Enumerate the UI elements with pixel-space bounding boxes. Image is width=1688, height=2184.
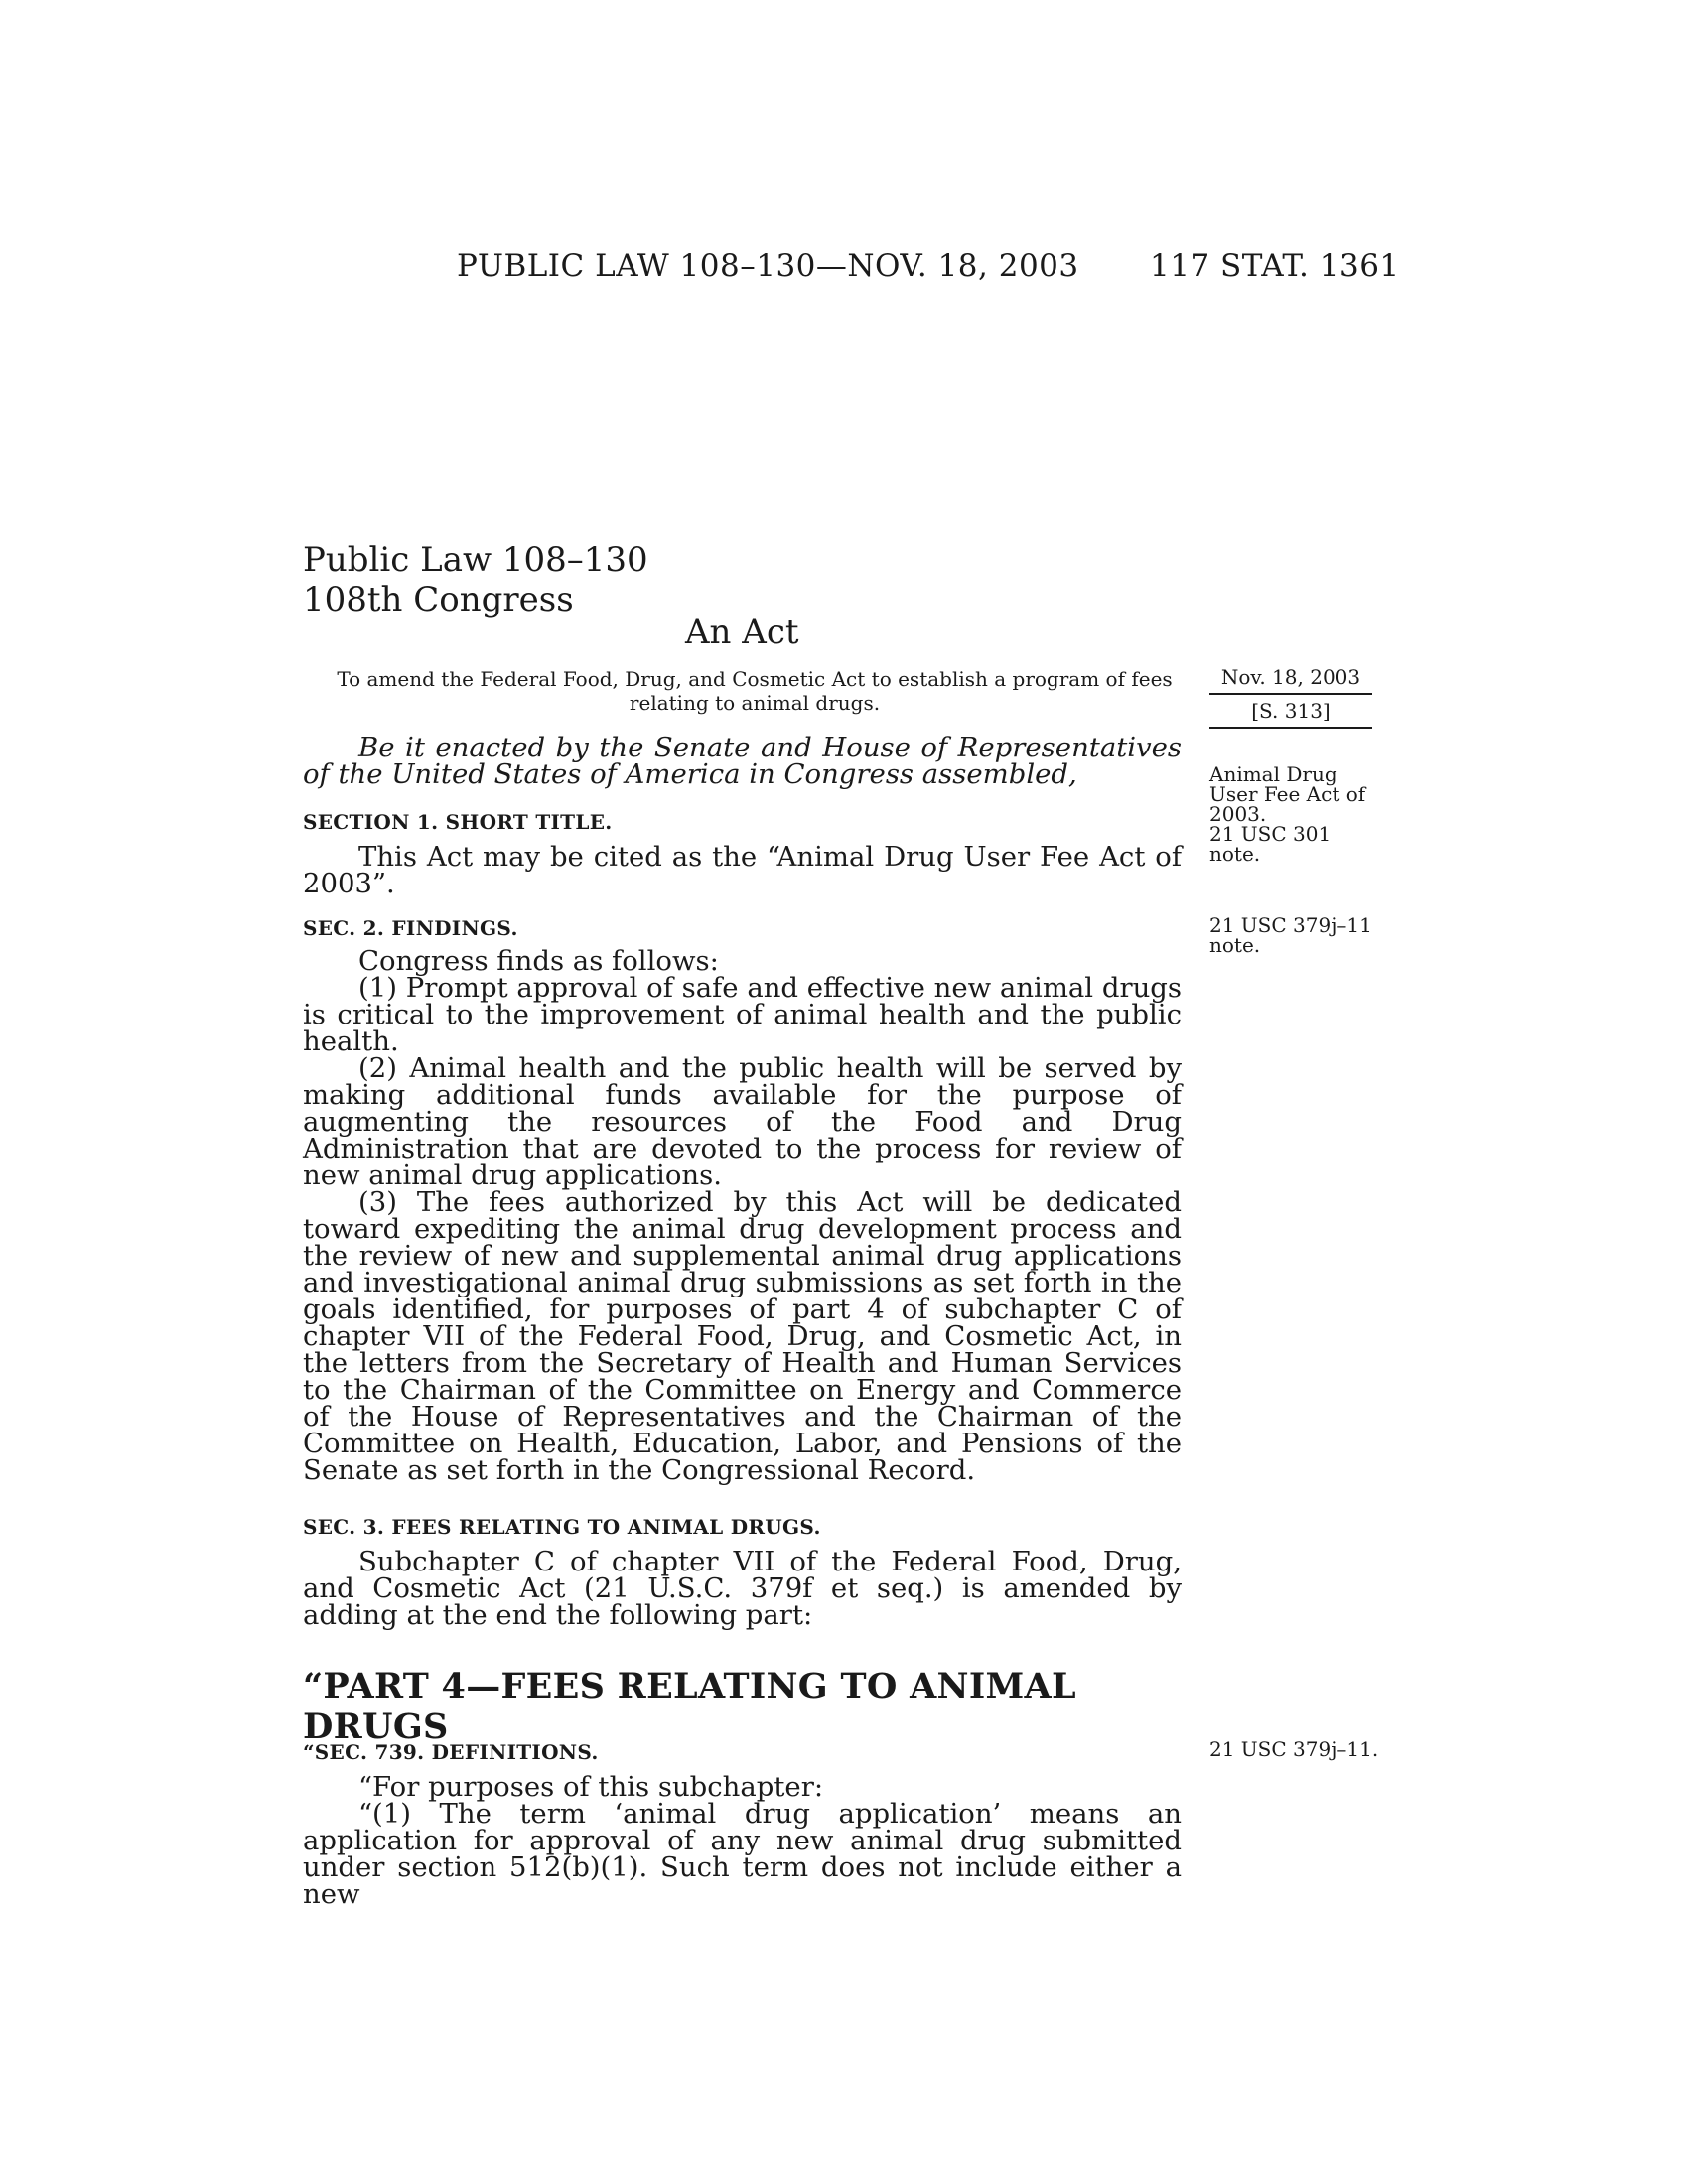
finding-2: (2) Animal health and the public health will be served by making additional funds available for the purpose of augmenting the resources of the Food and Drug Administration that are devoted to the process for review of new animal drug applications.	[303, 1052, 1182, 1191]
margin-note-short-title	[1209, 764, 1383, 864]
date-box	[1209, 665, 1372, 729]
finding-1: (1) Prompt approval of safe and effective new animal drugs is critical to the improvement of animal health and the public health.	[303, 972, 1183, 1057]
definition-1: “(1) The term ‘animal drug application’ means an application for approval of any new animal drug submitted under section 512(b)(1). Such term does not include either a new	[303, 1798, 1182, 1910]
running-header-left: PUBLIC LAW 108–130—NOV. 18, 2003	[457, 248, 1079, 284]
section1-heading: SECTION 1. SHORT TITLE.	[303, 810, 613, 834]
margin-note-line: 21 USC 379j–11	[1209, 913, 1372, 937]
margin-note-findings	[1209, 915, 1383, 955]
margin-note-definitions: 21 USC 379j–11.	[1209, 1737, 1379, 1761]
enacting-clause: Be it enacted by the Senate and House of Representatives of the United States of America in Congress assembled,	[303, 732, 1182, 790]
public-law-number: Public Law 108–130	[303, 540, 648, 580]
margin-note-line: Animal Drug	[1209, 762, 1337, 786]
title-block	[303, 540, 648, 619]
section2-heading: SEC. 2. FINDINGS.	[303, 916, 518, 940]
act-purpose: To amend the Federal Food, Drug, and Cosmetic Act to establish a program of fees relating to animal drugs.	[337, 667, 1173, 715]
section2-intro: Congress finds as follows:	[358, 945, 719, 977]
margin-note-line: note.	[1209, 933, 1261, 957]
running-header-page: 117 STAT. 1361	[1150, 248, 1400, 284]
finding-3: (3) The fees authorized by this Act will be dedicated toward expediting the animal drug development process and the review of new and supplemental animal drug applications and investigational animal drug submissions as set forth in the goals identified, for purposes of part 4 of subchapter C of chapter VII of the Federal Food, Drug, and Cosmetic Act, in the letters from the Secretary of Health and Human Services to the Chairman of the Committee on Energy and Commerce of the House of Representatives and the Chairman of the Committee on Health, Education, Labor, and Pensions of the Senate as set forth in the Congressional Record.	[303, 1186, 1182, 1486]
bill-number: [S. 313]	[1209, 695, 1372, 729]
sec739-body	[303, 1771, 1182, 1910]
section3-paragraph: Subchapter C of chapter VII of the Federal Food, Drug, and Cosmetic Act (21 U.S.C. 379f et seq.) is amended by adding at the end the following part:	[303, 1546, 1182, 1631]
margin-note-line: 21 USC 301 note.	[1209, 822, 1332, 866]
section3-body	[303, 1546, 1182, 1631]
sec739-heading: “SEC. 739. DEFINITIONS.	[303, 1740, 599, 1764]
section1-paragraph: This Act may be cited as the “Animal Drug User Fee Act of 2003”.	[303, 841, 1182, 899]
enactment-date: Nov. 18, 2003	[1209, 665, 1372, 695]
congress-number: 108th Congress	[303, 580, 574, 619]
section3-heading: SEC. 3. FEES RELATING TO ANIMAL DRUGS.	[303, 1515, 821, 1539]
act-label: An Act	[685, 613, 799, 652]
part4-title: “PART 4—FEES RELATING TO ANIMAL DRUGS	[303, 1666, 1076, 1747]
sec739-intro: “For purposes of this subchapter:	[358, 1771, 824, 1803]
margin-note-line: 2003.	[1209, 802, 1267, 826]
section1-text	[303, 841, 1182, 899]
section2-body	[303, 945, 1183, 1486]
margin-note-line: User Fee Act of	[1209, 782, 1366, 806]
